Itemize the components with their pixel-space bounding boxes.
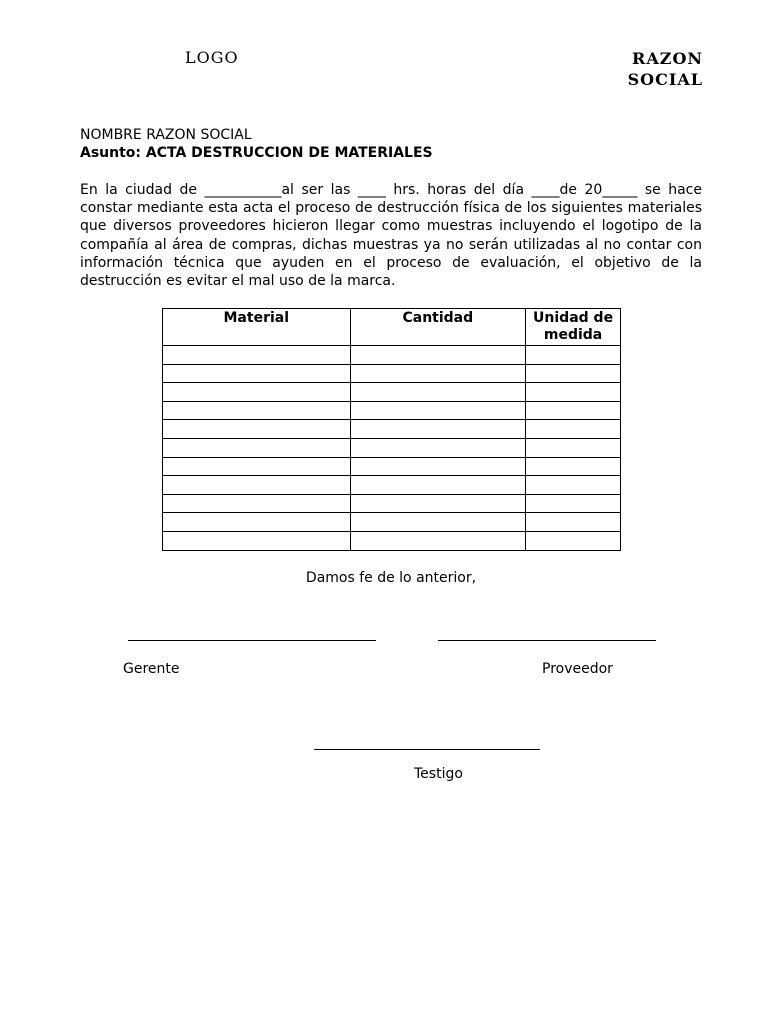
table-cell [350,438,526,457]
table-cell [350,401,526,420]
table-cell [163,513,351,532]
table-cell [526,420,621,439]
table-row [163,383,621,402]
table-cell [350,383,526,402]
logo-placeholder: LOGO [185,48,239,67]
table-cell [163,383,351,402]
table-cell [350,513,526,532]
table-cell [526,457,621,476]
table-cell [526,531,621,550]
table-cell [350,476,526,495]
testigo-label: Testigo [414,766,463,782]
table-cell [350,346,526,365]
table-cell [350,531,526,550]
table-body [163,346,621,551]
gerente-signature-line [128,640,376,641]
table-cell [163,364,351,383]
header-cantidad: Cantidad [350,309,526,346]
table-cell [163,476,351,495]
table-header-row [163,309,621,346]
table-cell [163,494,351,513]
table-row [163,476,621,495]
table-cell [526,476,621,495]
table-cell [163,438,351,457]
table-cell [526,401,621,420]
table-cell [526,383,621,402]
table-row [163,438,621,457]
table-cell [526,494,621,513]
table-cell [350,457,526,476]
company-name: NOMBRE RAZON SOCIAL [80,127,252,143]
razon-social-line-2: SOCIAL [627,70,703,89]
materials-table [162,308,621,551]
proveedor-signature-line [438,640,656,641]
table-row [163,513,621,532]
table-row [163,364,621,383]
table-cell [526,513,621,532]
table-cell [350,420,526,439]
table-cell [350,494,526,513]
table-cell [163,401,351,420]
proveedor-label: Proveedor [542,661,613,677]
body-paragraph: En la ciudad de ___________al ser las ____ hrs. horas del día ____de 20_____ se hace constar mediante esta acta el proceso de destrucción física de los siguientes materiales que diversos proveedores hicieron llegar como muestras incluyendo el logotipo de la compañía al área de compras, dichas muestras ya no serán utilizadas al no contar con información técnica que ayuden en el proceso de evaluación, el objetivo de la destrucción es evitar el mal uso de la marca. [80,182,702,290]
table-cell [526,438,621,457]
table-row [163,457,621,476]
razon-social-heading [628,48,703,90]
table-cell [350,364,526,383]
table-row [163,401,621,420]
table-row [163,531,621,550]
header-unidad-de-medida: Unidad de medida [526,309,621,346]
table-cell [526,364,621,383]
table-cell [526,346,621,365]
closing-statement: Damos fe de lo anterior, [305,570,477,586]
table-cell [163,346,351,365]
table-row [163,420,621,439]
table-cell [163,531,351,550]
table-row [163,494,621,513]
table-row [163,346,621,365]
testigo-signature-line [314,749,540,750]
table-cell [163,420,351,439]
subject-line: Asunto: ACTA DESTRUCCION DE MATERIALES [80,145,433,161]
header-material: Material [163,309,351,346]
razon-social-line-1: RAZON [632,49,703,68]
gerente-label: Gerente [123,661,180,677]
table-cell [163,457,351,476]
